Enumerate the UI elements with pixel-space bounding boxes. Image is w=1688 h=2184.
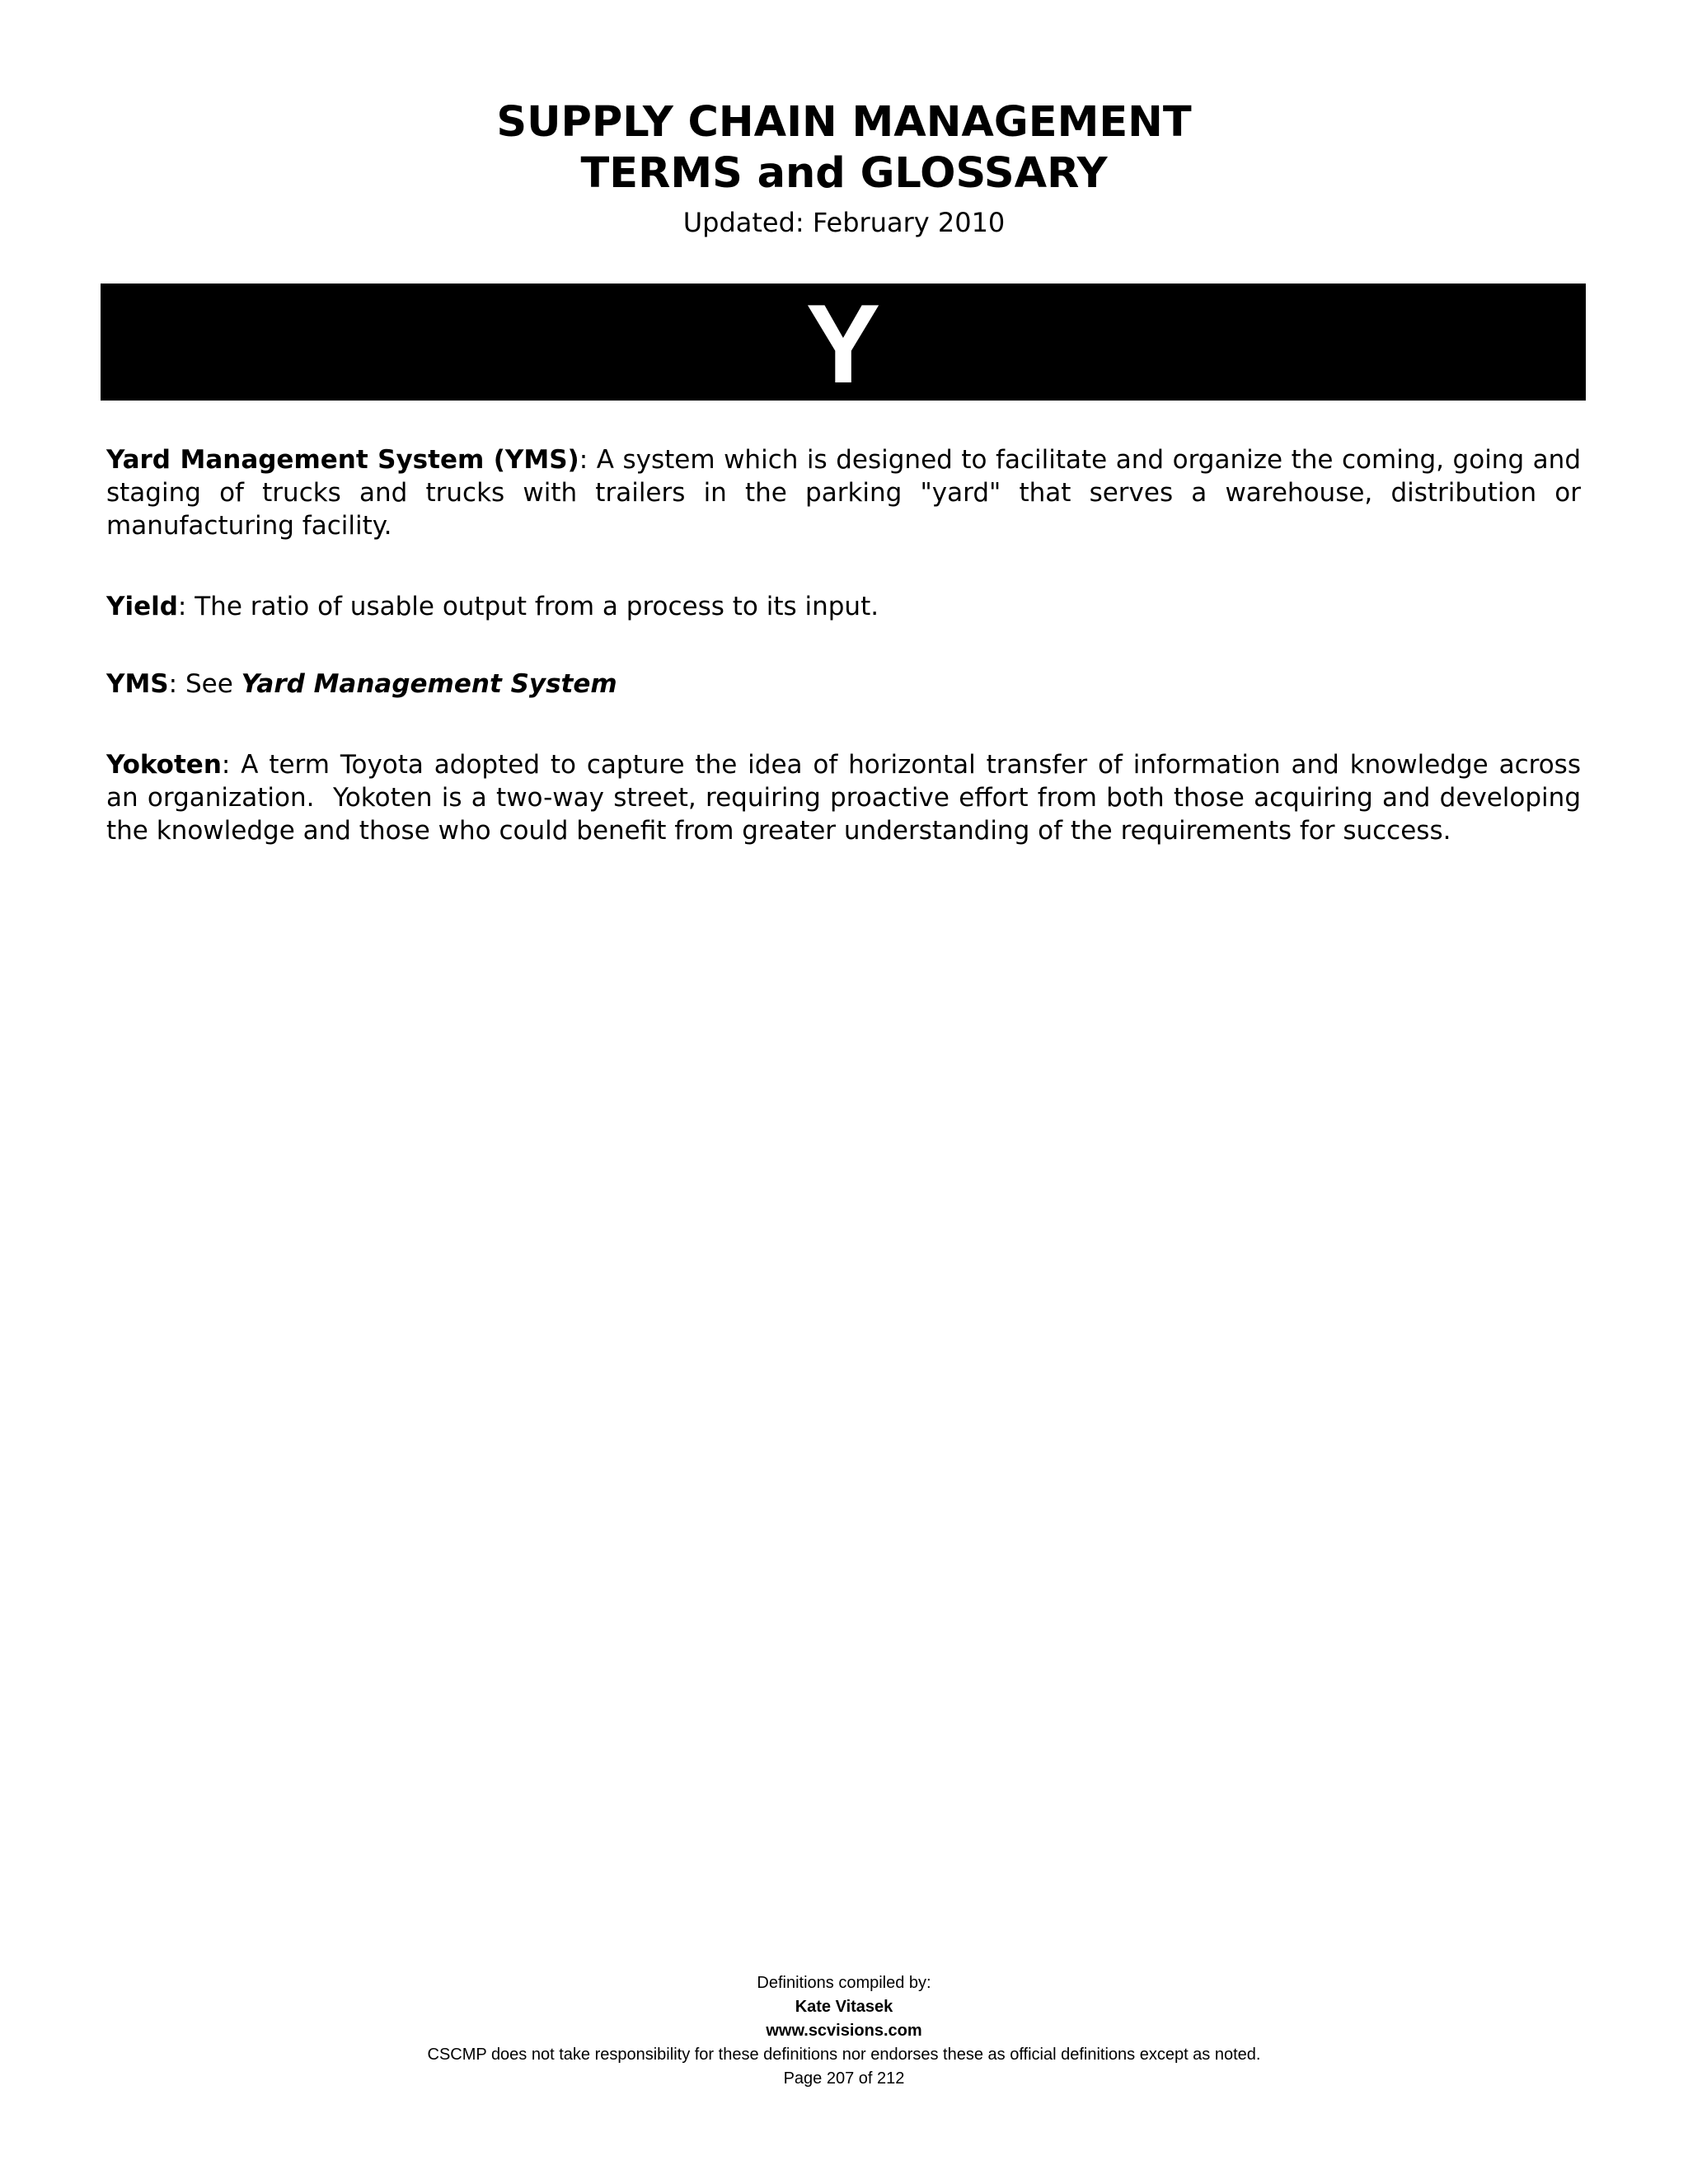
updated-date: Updated: February 2010 <box>682 207 1006 238</box>
footer-page-number: Page 207 of 212 <box>783 2069 905 2088</box>
page-footer <box>0 1971 1688 2091</box>
entry-cross-reference: Yard Management System <box>241 669 617 699</box>
entry-term: Yard Management System (YMS) <box>106 445 579 475</box>
glossary-entry-yield <box>106 590 1581 623</box>
entry-separator: : <box>168 669 185 699</box>
entry-term: YMS <box>106 669 169 699</box>
entry-term: Yield <box>106 592 178 621</box>
glossary-entry-yard-management-system <box>106 443 1581 542</box>
document-title-line-1: SUPPLY CHAIN MANAGEMENT <box>496 98 1192 147</box>
glossary-entry-yokoten <box>106 748 1589 847</box>
glossary-entries <box>106 443 1589 847</box>
glossary-entry-yms <box>106 668 1581 701</box>
section-letter-banner: Y <box>101 284 1586 401</box>
entry-definition: A system which is designed to facilitate and organize the coming, going and staging of trucks and trucks with trailers in the parking "yard" that serves a warehouse, distribution or manufacturing facility. <box>106 445 1581 541</box>
entry-definition: A term Toyota adopted to capture the idea of horizontal transfer of information and knowledge across an organization. Yokoten is a two-way street, requiring proactive effort from both those acquiring and developing the knowledge and those who could benefit from greater understanding of the requirements for success. <box>106 750 1589 846</box>
entry-definition: See <box>185 669 241 699</box>
footer-author: Kate Vitasek <box>795 1998 893 2016</box>
entry-definition: The ratio of usable output from a process to its input. <box>195 592 879 621</box>
entry-term: Yokoten <box>106 750 222 780</box>
document-header <box>0 97 1688 239</box>
entry-separator: : <box>579 445 597 475</box>
footer-compiled-by: Definitions compiled by: <box>757 1974 931 1992</box>
footer-disclaimer: CSCMP does not take responsibility for these definitions nor endorses these as official definitions except as noted. <box>427 2046 1261 2064</box>
document-title-line-2: TERMS and GLOSSARY <box>580 149 1108 198</box>
entry-separator: : <box>177 592 195 621</box>
entry-separator: : <box>221 750 241 780</box>
footer-website: www.scvisions.com <box>766 2022 922 2040</box>
